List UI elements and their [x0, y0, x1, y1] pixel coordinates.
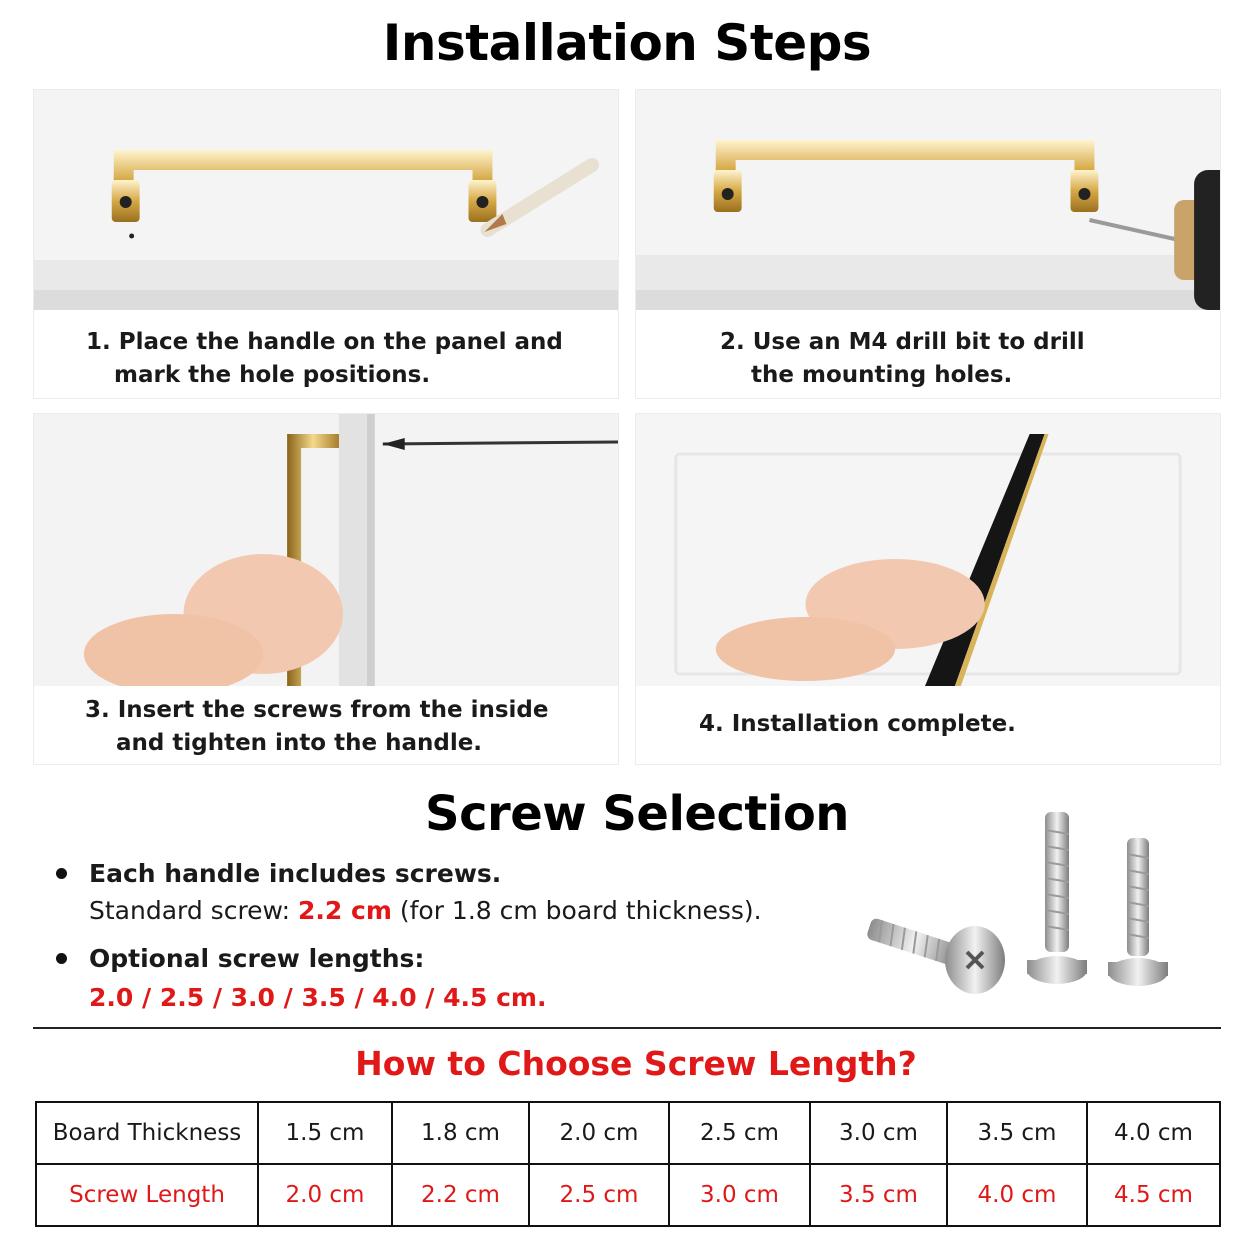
- thickness-cell: 3.0 cm: [810, 1102, 947, 1164]
- step-3-line2: and tighten into the handle.: [116, 730, 483, 756]
- standard-screw-label: Standard screw:: [89, 896, 299, 925]
- step-4-photo: [636, 414, 1220, 686]
- screw-length-cell: 4.0 cm: [947, 1164, 1087, 1226]
- screws-image: [855, 800, 1185, 1010]
- step-1-caption: [34, 326, 618, 392]
- table-title: How to Choose Screw Length?: [355, 1044, 917, 1083]
- bullet-1-line1: Each handle includes screws.: [89, 859, 502, 888]
- thickness-cell: 2.0 cm: [529, 1102, 669, 1164]
- standard-screw-value: 2.2 cm: [298, 896, 392, 925]
- step-3-caption: [34, 694, 618, 760]
- step-1-photo: [34, 90, 618, 310]
- step-4-caption: [636, 708, 1220, 741]
- row-header-board-thickness: Board Thickness: [36, 1102, 258, 1164]
- step-1-line1: 1. Place the handle on the panel and: [86, 329, 563, 355]
- screw-length-cell: 2.2 cm: [392, 1164, 529, 1226]
- screw-length-cell: 2.0 cm: [258, 1164, 392, 1226]
- step-card-3: [33, 413, 619, 765]
- thickness-cell: 1.5 cm: [258, 1102, 392, 1164]
- bullet-1-line2: [89, 892, 762, 929]
- step-4-line1: 4. Installation complete.: [699, 711, 1016, 737]
- bullet-dot: [56, 953, 67, 964]
- thickness-cell: 4.0 cm: [1087, 1102, 1220, 1164]
- step-2-photo: [636, 90, 1220, 310]
- screw-length-cell: 3.5 cm: [810, 1164, 947, 1226]
- bullet-dot: [56, 868, 67, 879]
- step-card-1: [33, 89, 619, 399]
- optional-lengths: 2.0 / 2.5 / 3.0 / 3.5 / 4.0 / 4.5 cm.: [89, 983, 547, 1012]
- standard-screw-note: (for 1.8 cm board thickness).: [391, 896, 762, 925]
- step-2-line2: the mounting holes.: [751, 362, 1013, 388]
- step-2-line1: 2. Use an M4 drill bit to drill: [720, 329, 1085, 355]
- screw-selection-title: Screw Selection: [425, 786, 849, 842]
- page-title: Installation Steps: [382, 14, 872, 72]
- step-2-caption: [636, 326, 1220, 392]
- row-header-screw-length: Screw Length: [36, 1164, 258, 1226]
- divider: [33, 1027, 1221, 1029]
- thickness-cell: 3.5 cm: [947, 1102, 1087, 1164]
- table-row-screw-length: [36, 1164, 1220, 1226]
- screw-length-cell: 2.5 cm: [529, 1164, 669, 1226]
- screw-length-cell: 3.0 cm: [669, 1164, 810, 1226]
- step-3-photo: [34, 414, 618, 686]
- step-1-line2: mark the hole positions.: [114, 362, 431, 388]
- bullet-2-line1: Optional screw lengths:: [89, 944, 425, 973]
- table-row-board-thickness: [36, 1102, 1220, 1164]
- screw-length-cell: 4.5 cm: [1087, 1164, 1220, 1226]
- step-card-4: [635, 413, 1221, 765]
- step-3-line1: 3. Insert the screws from the inside: [85, 697, 549, 723]
- step-card-2: [635, 89, 1221, 399]
- thickness-cell: 1.8 cm: [392, 1102, 529, 1164]
- screw-length-table: [35, 1101, 1221, 1227]
- thickness-cell: 2.5 cm: [669, 1102, 810, 1164]
